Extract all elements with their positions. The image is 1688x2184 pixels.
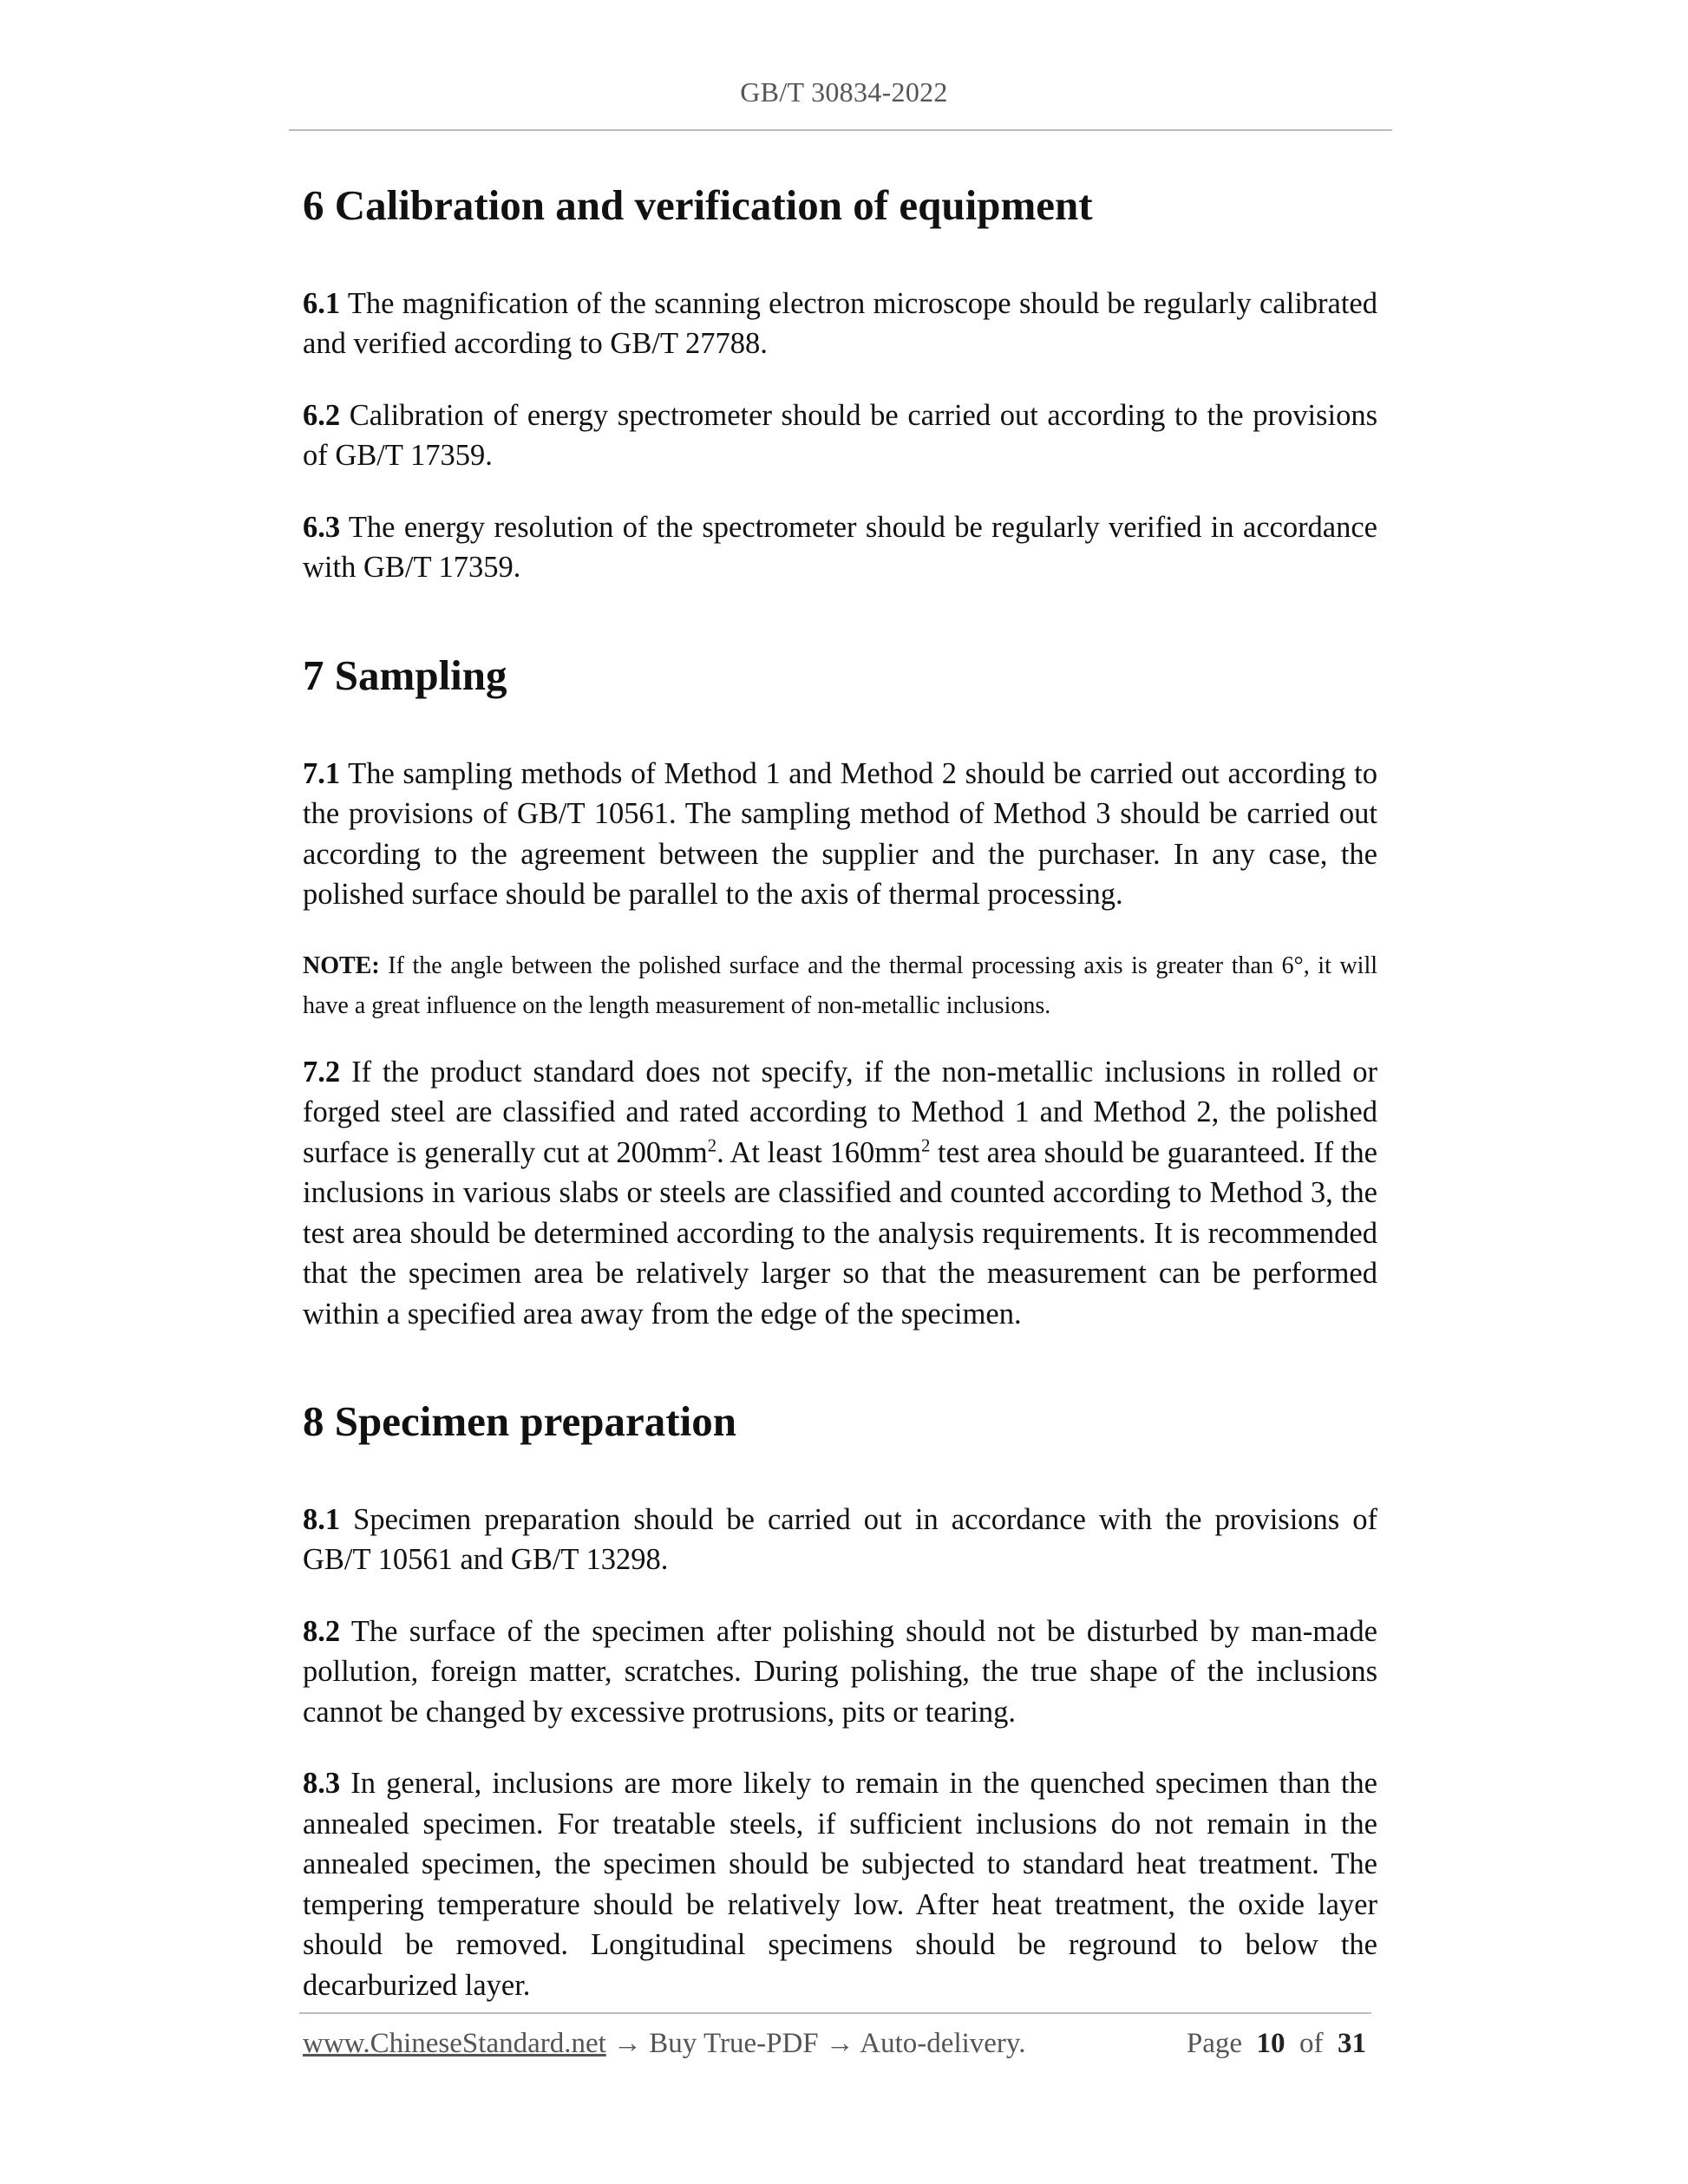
clause-6-2: [303, 396, 1377, 476]
footer-promo-text: → Buy True-PDF → Auto-delivery.: [605, 2028, 1026, 2059]
page-label: Page: [1186, 2028, 1242, 2059]
website-link[interactable]: www.ChineseStandard.net: [303, 2028, 606, 2059]
clause-6-3: [303, 507, 1377, 588]
note-7-1: [303, 946, 1377, 1026]
superscript: 2: [920, 1136, 931, 1156]
clause-8-1: [303, 1500, 1377, 1580]
superscript: 2: [707, 1136, 717, 1156]
clause-number: 8.3: [303, 1767, 341, 1801]
clause-text: The sampling methods of Method 1 and Method 2 should be carried out according to the provisions of GB/T 10561. The sampling method of Method 3 should be carried out according to the agreement between the supplier and the purchaser. In any case, the polished surface should be parallel to the axis of thermal processing.: [303, 756, 1377, 912]
clause-text: If the product standard does not specify, if the non-metallic inclusions in rolled or forged steel are classified and rated according to Method 1 and Method 2, the polished surface is generally cut at 200mm: [303, 1055, 1377, 1169]
clause-number: 8.1: [303, 1502, 341, 1536]
clause-text: In general, inclusions are more likely to remain in the quenched specimen than the annealed specimen. For treatable steels, if sufficient inclusions do not remain in the annealed specimen, the specimen should be subjected to standard heat treatment. The tempering temperature should be relatively low. After heat treatment, the oxide layer should be removed. Longitudinal specimens should be reground to below the decarburized layer.: [303, 1767, 1377, 2002]
clause-8-2: [303, 1612, 1377, 1733]
clause-8-3: [303, 1763, 1377, 2005]
clause-text: The energy resolution of the spectrometer should be regularly verified in accordance with GB/T 17359.: [303, 510, 1377, 585]
clause-number: 6.2: [303, 398, 341, 432]
clause-number: 6.1: [303, 286, 341, 320]
clause-7-2: [303, 1052, 1377, 1335]
clause-text: . At least 160mm: [716, 1135, 921, 1169]
clause-number: 7.2: [303, 1055, 341, 1089]
note-text: If the angle between the polished surface and the thermal processing axis is greater than 6°, it will have a great influence on the length measurement of non-metallic inclusions.: [303, 951, 1377, 1019]
page-total: 31: [1338, 2028, 1366, 2059]
header-divider: [289, 129, 1392, 131]
page-footer: [303, 2028, 1366, 2071]
clause-text: Calibration of energy spectrometer should be carried out according to the provisions of GB/T 17359.: [303, 398, 1377, 473]
clause-number: 6.3: [303, 510, 341, 544]
note-label: NOTE:: [303, 951, 380, 979]
clause-text: Specimen preparation should be carried out in accordance with the provisions of GB/T 10561 and GB/T 13298.: [303, 1502, 1377, 1577]
page-content: [303, 173, 1377, 2037]
page-of: of: [1299, 2028, 1324, 2059]
section-6-heading: 6 Calibration and verification of equipment: [303, 181, 1093, 229]
page-number: [1187, 2028, 1366, 2060]
footer-divider: [299, 2012, 1371, 2014]
page-current: 10: [1256, 2028, 1286, 2059]
footer-promo: [303, 2028, 1026, 2060]
page-header: GB/T 30834-2022: [740, 76, 948, 108]
clause-text: The magnification of the scanning electron microscope should be regularly calibrated and verified according to GB/T 27788.: [303, 286, 1377, 361]
clause-text: test area should be guaranteed. If the inclusions in various slabs or steels are classified and counted according to Method 3, the test area should be determined according to the analysis requirements. It is recommended that the specimen area be relatively larger so that the measurement can be performed within a specified area away from the edge of the specimen.: [303, 1135, 1377, 1331]
clause-number: 8.2: [303, 1614, 341, 1648]
section-8-heading: 8 Specimen preparation: [303, 1397, 736, 1446]
clause-text: The surface of the specimen after polishing should not be disturbed by man-made pollution, foreign matter, scratches. During polishing, the true shape of the inclusions cannot be changed by excessive protrusions, pits or tearing.: [303, 1614, 1377, 1729]
clause-number: 7.1: [303, 756, 341, 790]
section-7-heading: 7 Sampling: [303, 651, 507, 699]
clause-6-1: [303, 284, 1377, 364]
clause-7-1: [303, 754, 1377, 915]
